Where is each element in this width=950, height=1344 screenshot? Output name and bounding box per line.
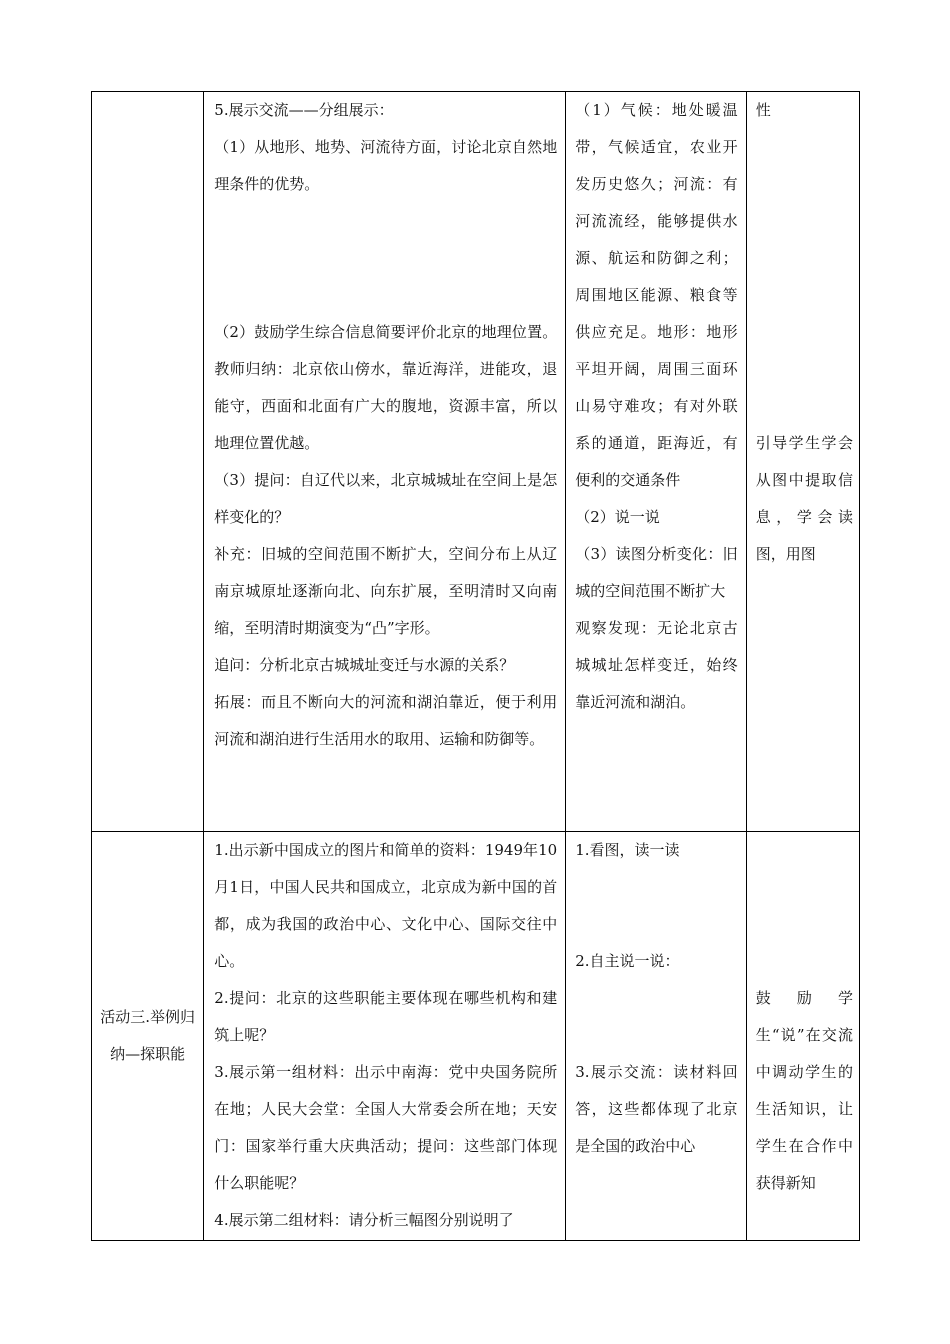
teacher-activity-cell [204,832,566,1241]
activity-cell [92,92,204,832]
student-paragraph: 1.看图，读一读 [575,841,680,859]
design-intent-text: 引导学生学会从图中提取信息，学会读图，用图 [755,434,853,563]
student-activity-cell [566,832,746,1241]
design-intent-text: 鼓励学生“说”在交流中调动学生的生活知识，让学生在合作中获得新知 [755,989,853,1192]
table-row [92,832,860,1241]
design-intent-cell [746,832,859,1241]
teacher-paragraph: 拓展：而且不断向大的河流和湖泊靠近，便于利用河流和湖泊进行生活用水的取用、运输和防御等。 [214,693,558,748]
lesson-plan-table [91,91,860,1241]
spacer [214,203,557,314]
spacer [575,980,737,1054]
student-paragraph: （2）说一说 [575,508,660,526]
student-paragraph: 观察发现：无论北京古城城址怎样变迁，始终靠近河流和湖泊。 [575,619,738,711]
spacer [575,869,737,943]
student-paragraph: 2.自主说一说： [575,952,680,970]
teacher-paragraph: 2.提问：北京的这些职能主要体现在哪些机构和建筑上呢？ [214,989,558,1044]
teacher-paragraph: 追问：分析北京古城城址变迁与水源的关系？ [214,656,515,674]
teacher-paragraph: 4.展示第二组材料：请分析三幅图分别说明了 [214,1211,514,1229]
teacher-paragraph: （2）鼓励学生综合信息简要评价北京的地理位置。教师归纳：北京依山傍水，靠近海洋，进能攻，退能守，西面和北面有广大的腹地，资源丰富，所以地理位置优越。 [214,323,558,452]
spacer [756,832,853,980]
teacher-activity-cell [204,92,566,832]
teacher-paragraph: 1.出示新中国成立的图片和简单的资料：1949年10月1日，中国人民共和国成立，北京成为新中国的首都，成为我国的政治中心、文化中心、国际交往中心。 [214,841,558,970]
teacher-paragraph: 5.展示交流——分组展示： [214,101,394,119]
teacher-paragraph: 补充：旧城的空间范围不断扩大，空间分布上从辽南京城原址逐渐向北、向东扩展，至明清时又向南缩，至明清时期演变为“凸”字形。 [214,545,558,637]
teacher-paragraph: （3）提问：自辽代以来，北京城城址在空间上是怎样变化的？ [214,471,558,526]
teacher-paragraph: 3.展示第一组材料：出示中南海：党中央国务院所在地；人民大会堂：全国人大常委会所在地；天安门：国家举行重大庆典活动；提问：这些部门体现什么职能呢？ [214,1063,558,1192]
teacher-paragraph: （1）从地形、地势、河流待方面，讨论北京自然地理条件的优势。 [214,138,558,193]
student-activity-cell [566,92,746,832]
student-paragraph: （3）读图分析变化：旧城的空间范围不断扩大 [575,545,738,600]
design-intent-cell [746,92,859,832]
student-paragraph: （1）气候：地处暖温带，气候适宜，农业开发历史悠久；河流：有河流流经，能够提供水源、航运和防御之利；周围地区能源、粮食等供应充足。地形：地形平坦开阔，周围三面环山易守难攻；有对外联系的通道，距海近，有便利的交通条件 [575,101,738,489]
student-paragraph: 3.展示交流：读材料回答，这些都体现了北京是全国的政治中心 [575,1063,738,1155]
table-row [92,92,860,832]
design-intent-continuation: 性 [755,101,771,119]
spacer [756,129,853,425]
activity-title: 活动三.举例归纳—探职能 [100,1008,196,1063]
activity-cell [92,832,204,1241]
